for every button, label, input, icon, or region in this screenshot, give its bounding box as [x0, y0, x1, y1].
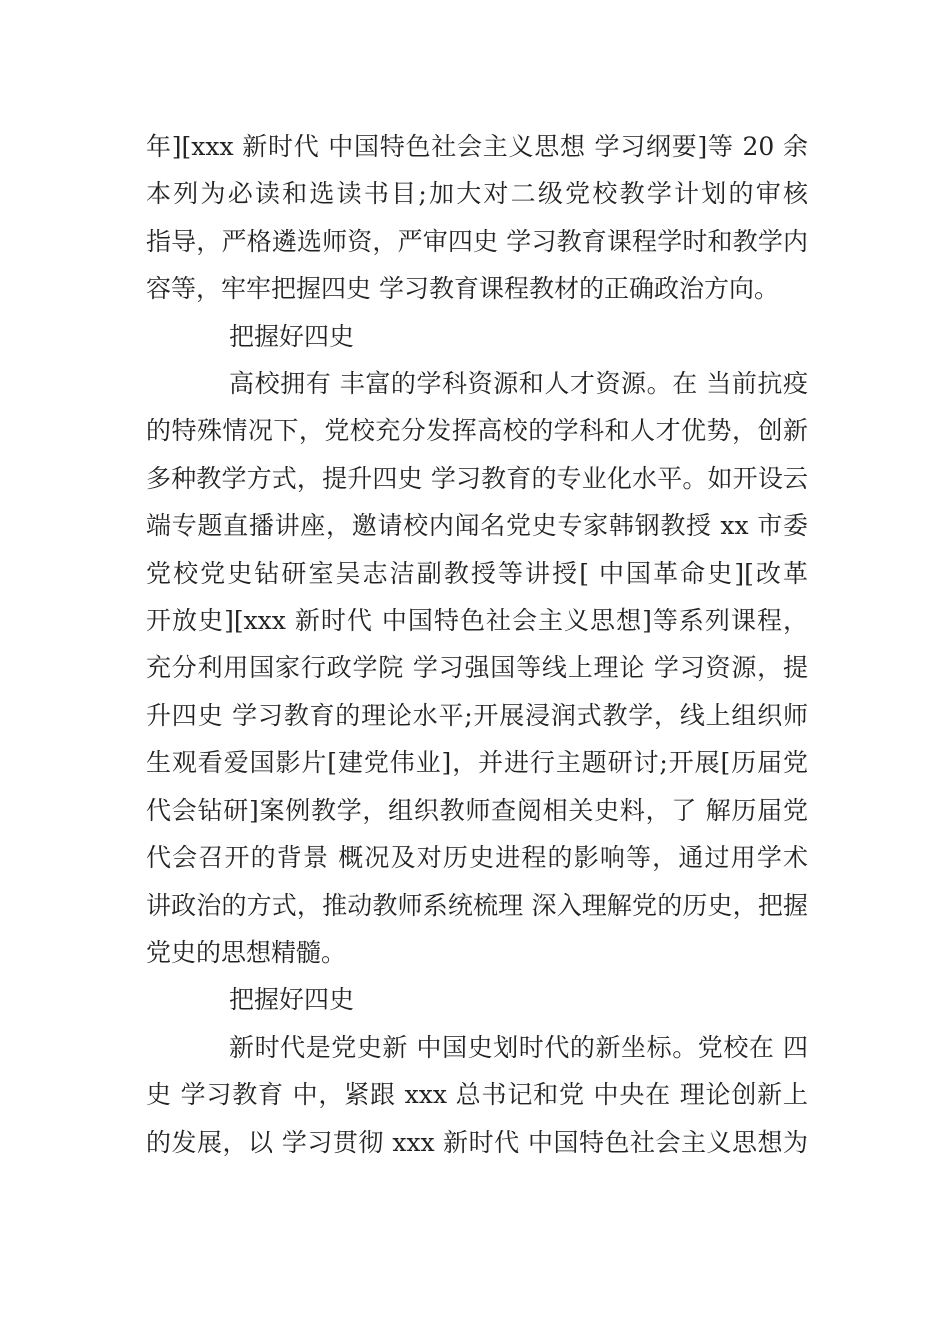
document-body: [146, 123, 808, 1166]
paragraph-new-era: [146, 1024, 808, 1166]
text-line: 的发展，以 学习贯彻 xxx 新时代 中国特色社会主义思想为: [146, 1127, 808, 1157]
text-line: 升四史 学习教育的理论水平;开展浸润式教学，线上组织师: [146, 700, 808, 730]
text-line: 本列为必读和选读书目;加大对二级党校教学计划的审核: [146, 179, 808, 209]
text-line: 充分利用国家行政学院 学习强国等线上理论 学习资源，提: [146, 653, 808, 683]
paragraph-teaching-methods: [146, 360, 808, 976]
text-line: 年][xxx 新时代 中国特色社会主义思想 学习纲要]等 20 余: [146, 132, 808, 161]
text-line: 开放史][xxx 新时代 中国特色社会主义思想]等系列课程，: [146, 606, 808, 636]
text-line: 史 学习教育 中，紧跟 xxx 总书记和党 中央在 理论创新上: [146, 1080, 808, 1110]
text-line: 党史的思想精髓。: [146, 937, 347, 967]
text-line: 指导，严格遴选师资，严审四史 学习教育课程学时和教学内: [146, 226, 808, 256]
heading-text: 把握好四史: [229, 321, 355, 351]
text-line: 多种教学方式，提升四史 学习教育的专业化水平。如开设云: [146, 463, 808, 493]
text-line: 端专题直播讲座，邀请校内闻名党史专家韩钢教授 xx 市委: [146, 511, 808, 541]
heading-text: 把握好四史: [229, 985, 355, 1015]
text-line: 新时代是党史新 中国史划时代的新坐标。党校在 四: [229, 1032, 808, 1062]
text-line: 代会召开的背景 概况及对历史进程的影响等，通过用学术: [146, 843, 808, 873]
section-heading-2: [146, 976, 808, 1023]
text-line: 的特殊情况下，党校充分发挥高校的学科和人才优势，创新: [146, 416, 808, 446]
text-line: 代会钻研]案例教学，组织教师查阅相关史料，了 解历届党: [146, 795, 808, 825]
text-line: 党校党史钻研室吴志洁副教授等讲授[ 中国革命史][改革: [146, 558, 808, 588]
section-heading-1: [146, 313, 808, 360]
paragraph-reading-list: [146, 123, 808, 313]
text-line: 容等，牢牢把握四史 学习教育课程教材的正确政治方向。: [146, 274, 779, 304]
text-line: 讲政治的方式，推动教师系统梳理 深入理解党的历史，把握: [146, 890, 808, 920]
text-line: 生观看爱国影片[建党伟业]，并进行主题研讨;开展[历届党: [146, 748, 808, 778]
text-line: 高校拥有 丰富的学科资源和人才资源。在 当前抗疫: [229, 369, 808, 399]
